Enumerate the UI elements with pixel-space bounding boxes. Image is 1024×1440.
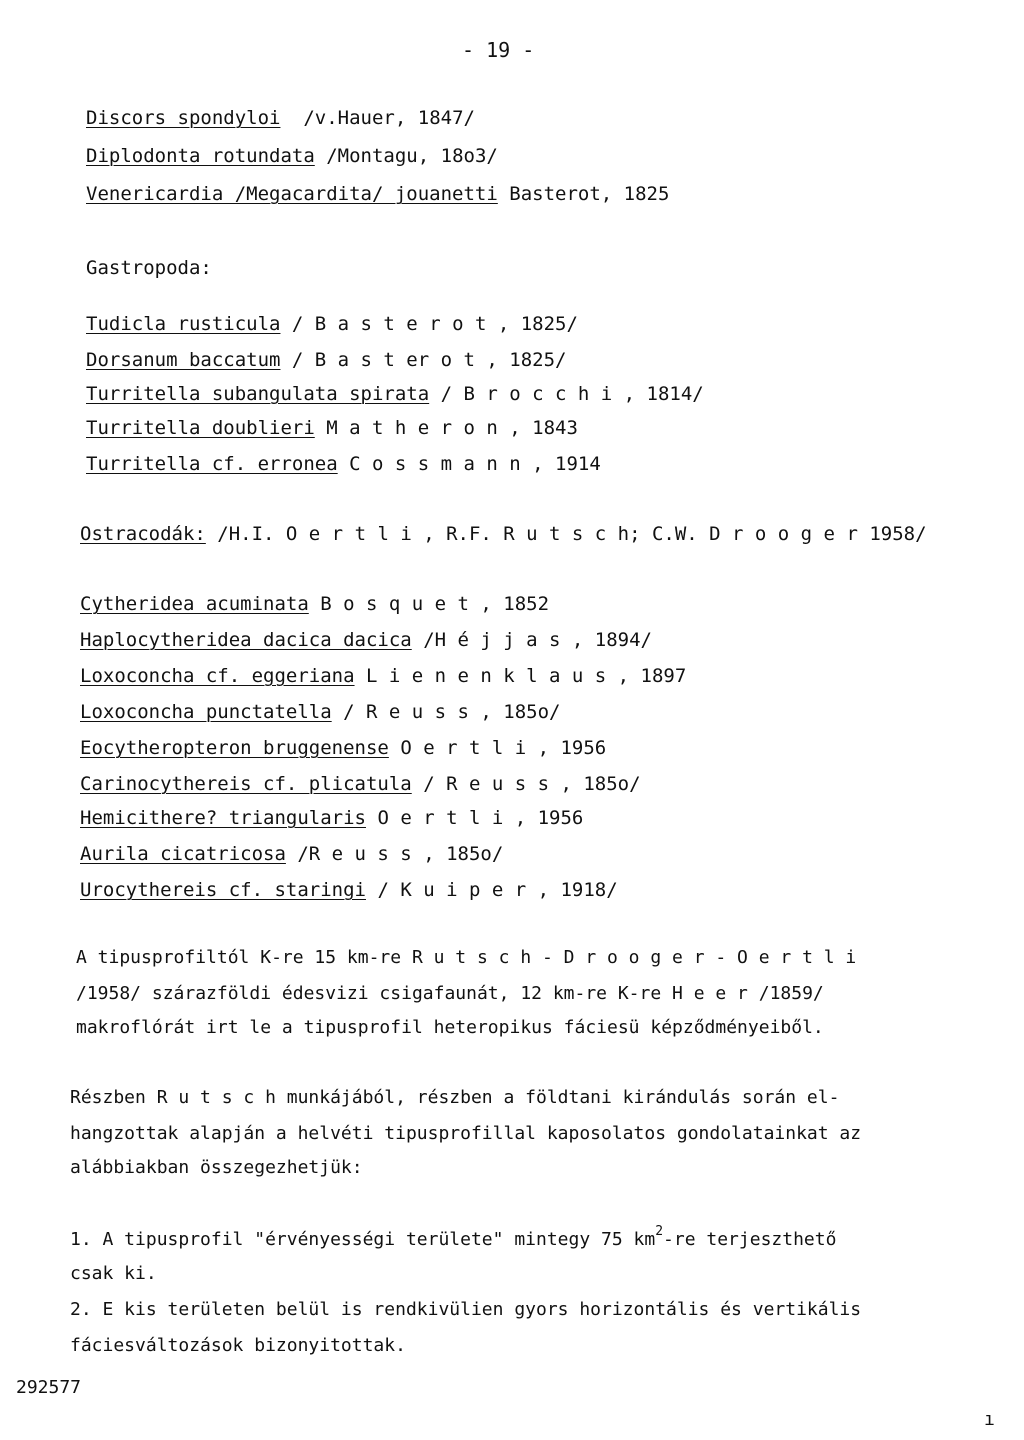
species-entry [80, 736, 606, 760]
item-line [70, 1224, 837, 1252]
species-name: Discors spondyloi [86, 107, 281, 129]
ostracoda-heading: Ostracodák: [80, 523, 206, 545]
species-entry [86, 382, 704, 406]
species-author: M a t h e r o n , 1843 [326, 417, 578, 439]
species-author: / B a s t er o t , 1825/ [291, 349, 567, 371]
species-name: Diplodonta rotundata [86, 145, 315, 167]
species-name: Urocythereis cf. staringi [80, 879, 366, 901]
species-author: / K u i p e r , 1918/ [377, 879, 618, 901]
species-name: Turritella cf. erronea [86, 453, 338, 475]
species-author: /H é j j a s , 1894/ [423, 629, 652, 651]
species-entry [86, 348, 566, 372]
paragraph-line: makroflórát irt le a tipusprofil heteropikus fáciesü képződményeiből. [76, 1017, 824, 1038]
paragraph-line: alábbiakban összegezhetjük: [70, 1157, 363, 1178]
item-text: 1. A tipusprofil "érvényességi területe" mintegy 75 km [70, 1229, 656, 1250]
species-author: C o s s m a n n , 1914 [349, 453, 601, 475]
paragraph-line: hangzottak alapján a helvéti tipusprofillal kaposolatos gondolatainkat az [70, 1123, 862, 1144]
species-author: / B a s t e r o t , 1825/ [291, 313, 578, 335]
species-name: Turritella doublieri [86, 417, 315, 439]
paragraph-line: /1958/ szárazföldi édesvizi csigafaunát, 12 km-re K-re H e e r /1859/ [76, 983, 824, 1004]
species-entry [80, 772, 641, 796]
item-text: -re terjeszthető [663, 1229, 837, 1250]
species-entry [86, 416, 578, 440]
species-name: Cytheridea acuminata [80, 593, 309, 615]
species-entry [86, 312, 578, 336]
species-name: Carinocythereis cf. plicatula [80, 773, 412, 795]
species-author: / R e u s s , 185o/ [423, 773, 641, 795]
page-number: - 19 - [462, 38, 535, 62]
species-entry [80, 628, 652, 652]
species-author: B o s q u e t , 1852 [320, 593, 550, 615]
ostracoda-authors: /H.I. O e r t l i , R.F. R u t s c h; C.W. D r o o g e r 1958/ [217, 523, 927, 545]
species-name: Eocytheropteron bruggenense [80, 737, 389, 759]
species-entry [80, 664, 686, 688]
species-entry [80, 806, 583, 830]
species-entry [86, 452, 601, 476]
document-id-number: 292577 [16, 1377, 82, 1398]
species-entry [80, 878, 618, 902]
item-line: fáciesváltozások bizonyitottak. [70, 1335, 406, 1356]
species-name: Haplocytheridea dacica dacica [80, 629, 412, 651]
species-author: /Montagu, 18o3/ [326, 145, 498, 167]
species-name: Aurila cicatricosa [80, 843, 286, 865]
species-entry [86, 144, 498, 168]
species-name: Tudicla rusticula [86, 313, 281, 335]
section-heading-gastropoda: Gastropoda: [86, 257, 212, 279]
species-author: / R e u s s , 185o/ [343, 701, 561, 723]
species-name: Venericardia /Megacardita/ jouanetti [86, 183, 498, 205]
species-name: Hemicithere? triangularis [80, 807, 366, 829]
species-name: Loxoconcha punctatella [80, 701, 332, 723]
paragraph-line: A tipusprofiltól K-re 15 km-re R u t s c h - D r o o g e r - O e r t l i [76, 947, 857, 968]
corner-mark: ı [984, 1409, 995, 1430]
item-line: 2. E kis területen belül is rendkivülien gyors horizontális és vertikális [70, 1299, 862, 1320]
species-entry [80, 700, 560, 724]
species-entry [86, 182, 669, 206]
species-author: /v.Hauer, 1847/ [303, 107, 475, 129]
species-name: Loxoconcha cf. eggeriana [80, 665, 355, 687]
species-entry [80, 842, 503, 866]
item-line: csak ki. [70, 1263, 157, 1284]
species-entry [86, 106, 475, 130]
species-name: Dorsanum baccatum [86, 349, 281, 371]
section-heading-ostracoda [80, 522, 927, 546]
species-author: / B r o c c h i , 1814/ [440, 383, 704, 405]
species-author: O e r t l i , 1956 [400, 737, 607, 759]
superscript: 2 [655, 1224, 664, 1239]
species-author: O e r t l i , 1956 [377, 807, 584, 829]
species-entry [80, 592, 549, 616]
species-author: L i e n e n k l a u s , 1897 [366, 665, 687, 687]
species-author: /R e u s s , 185o/ [297, 843, 504, 865]
species-author: Basterot, 1825 [509, 183, 670, 205]
species-name: Turritella subangulata spirata [86, 383, 430, 405]
paragraph-line: Részben R u t s c h munkájából, részben a földtani kirándulás során el- [70, 1087, 840, 1108]
